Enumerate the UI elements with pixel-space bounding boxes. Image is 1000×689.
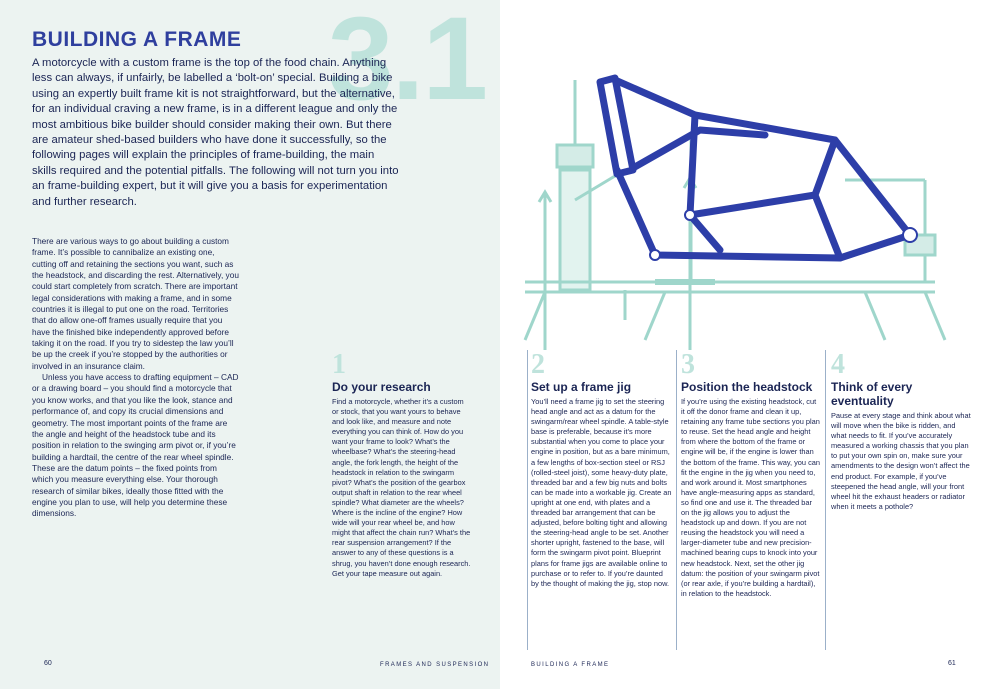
step-4 [831, 350, 971, 512]
step-text: Find a motorcycle, whether it’s a custom or stock, that you want yours to behave and look like, and measure and note everything you can think of. How do you want your frame to look? What’s the wheelbase? What’s the steering-head angle, the fork length, the height of the headstock in relation to the swingarm pivot? What’s the position of the gearbox output shaft in relation to the rear wheel spindle? What diameter are the wheels? Where is the incline of the engine? How wide will your rear wheel be, and how might that affect the chain run? What’s the rear suspension arrangement? If the answer to any of these questions is a shrug, you haven’t done enough research. Get your tape measure out again. [332, 397, 471, 578]
motorcycle-frame-icon [600, 78, 910, 258]
step-heading: Position the headstock [681, 380, 813, 394]
right-running-head: BUILDING A FRAME [531, 662, 610, 668]
step-text: Pause at every stage and think about what will move when the bike is ridden, and what needs to fit. If you’ve accurately measured a working chassis that you plan to put your own spin on, make sure your amendments to the design won’t affect the end product. For example, if you’ve steepened the head angle, will your front wheel hit the exhaust headers or radiator when it meets a pothole? [831, 411, 971, 511]
step-2 [531, 350, 672, 589]
chapter-number: 3.1 [328, 0, 487, 125]
left-page-number: 60 [44, 660, 52, 667]
step-heading: Do your research [332, 380, 431, 394]
step-text: You’ll need a frame jig to set the steering head angle and act as a datum for the swingarm/rear wheel spindle. A table-style base is preferable, because it’s more substantial when you come to place your engine in position, but as a bare minimum, a few lengths of box-section steel or RSJ (rolled-steel joist), some heavy-duty plate, threaded bar and a few big nuts and bolts can be made into a workable jig. Create an upright at one end, with plates and a threaded bar arrangement that can be adjusted, before bolting tight and allowing the steering-head angle to be set. Another shorter upright, fastened to the base, will form the swingarm pivot point. Blueprint plans for frame jigs are available online to purchase or to refer to. If you’re daunted by the thought of making the jig, stop now. [531, 397, 672, 588]
body-paragraph: There are various ways to go about building a custom frame. It’s possible to cannibalize an existing one, cutting off and retaining the sections you want, such as the headstock, and discarding the rest. Alternatively, you could start completely from scratch. There are important legal considerations with making a frame, and in some countries it is illegal to put one on the road. Territories that do allow one-off frames usually require that you have the finished bike independently approved before taking it on the road. If you try to sidestep the law you’ll be up the creek if you’re stopped by the authorities or involved in an insurance claim. [32, 236, 239, 371]
step-3 [681, 350, 820, 599]
step-number: 4 [831, 349, 845, 380]
page-title: BUILDING A FRAME [32, 28, 242, 51]
step-number: 1 [332, 349, 346, 380]
step-heading: Think of every eventuality [831, 380, 913, 408]
left-running-head: FRAMES AND SUSPENSION [380, 662, 490, 668]
step-number: 3 [681, 349, 695, 380]
intro-paragraph: A motorcycle with a custom frame is the top of the food chain. Anything less can always, if unfairly, be labelled a ‘bolt-on’ special. Building a bike using an expertly built frame kit is not straightforward, but the alternative, for an individual craving a new frame, is in a different league and only the most ambitious bike builder should consider making their own. But there are amateur shed-based builders who have done it successfully, so the following pages will explain the principles of frame-building, the main skills required and the potential pitfalls. The following will not turn you into an frame-building expert, but it will give you a basis for experimentation and further research. [32, 57, 399, 208]
step-1 [332, 350, 472, 579]
divider [825, 350, 826, 650]
body-paragraph: Unless you have access to drafting equipment – CAD or a drawing board – you should find a motorcycle that you know works, and that you like the look, stance and performance of, and copy its crucial dimensions and geometry. The most important points of the frame are the angle and height of the headstock tube and its position in relation to the swinging arm pivot or, if you’re building a hardtail, the centre of the rear wheel spindle. These are the datum points – the fixed points from which you measure everything else. Your thorough research of similar bikes, ideally those fitted with the engine you plan to use, will help you determine these dimensions. [32, 372, 239, 519]
frame-jig-illustration [505, 20, 965, 350]
step-number: 2 [531, 349, 545, 380]
step-text: If you’re using the existing headstock, cut it off the donor frame and clean it up, retaining any frame tube sections you plan to reuse. Set the head angle and height from where the bottom of the frame or engine will be, if the engine is lower than the bottom of the frame. This way, you can fit the engine in the jig when you need to, and work around it. Most smartphones have angle-measuring apps as standard, so find one and use it. The threaded bar on the jig allows you to adjust the headstock up and down. If you are not reusing the headstock you will need a larger-diameter tube and new precision-machined bearing cups to knock into your new headstock. Next, set the other jig datum: the position of your swingarm pivot (or rear axle, if you’re building a hardtail), in relation to the headstock. [681, 397, 820, 598]
step-heading: Set up a frame jig [531, 380, 632, 394]
body-text [32, 236, 240, 520]
divider [527, 350, 528, 650]
right-page-number: 61 [948, 660, 956, 667]
divider [676, 350, 677, 650]
